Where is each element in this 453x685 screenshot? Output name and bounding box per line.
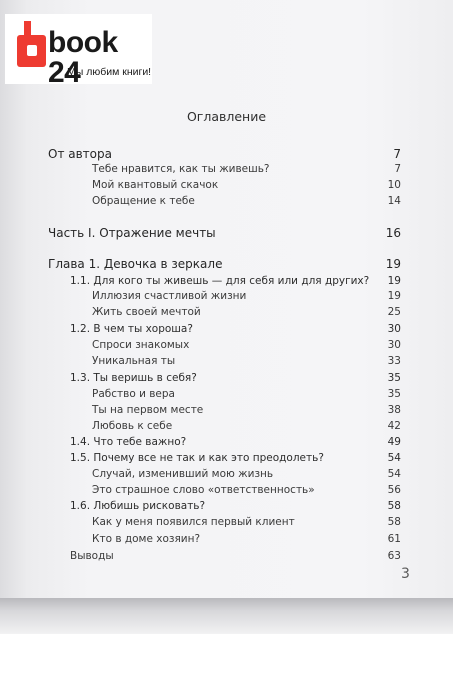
toc-entry — [0, 404, 453, 420]
toc-entry-title: Случай, изменивший мою жизнь — [92, 468, 274, 480]
toc-entry-title: 1.5. Почему все не так и как это преодолеть? — [70, 452, 324, 464]
toc-entry-title: Как у меня появился первый клиент — [92, 516, 295, 528]
toc-entry — [0, 500, 453, 516]
toc-entry-title: 1.2. В чем ты хороша? — [70, 323, 193, 335]
toc-entry-title: Это страшное слово «ответственность» — [92, 484, 315, 496]
toc-entry-title: Ты на первом месте — [92, 404, 204, 416]
toc-entry — [0, 452, 453, 468]
toc-entry-page: 19 — [387, 290, 401, 302]
toc-entry — [0, 290, 453, 306]
toc-entry-page: 63 — [387, 550, 401, 562]
toc-entry-title: Глава 1. Девочка в зеркале — [48, 257, 223, 271]
toc-entry-title: Спроси знакомых — [92, 339, 190, 351]
toc-entry — [0, 163, 453, 179]
toc-entry-title: Обращение к тебе — [92, 195, 195, 207]
toc-entry-page: 58 — [387, 500, 401, 512]
toc-entry-title: Рабство и вера — [92, 388, 175, 400]
toc-entry — [0, 550, 453, 566]
toc-entry-page: 7 — [394, 163, 401, 175]
toc-entry-page: 30 — [387, 339, 401, 351]
toc-title: Оглавление — [186, 109, 267, 124]
page-number: 3 — [401, 566, 410, 582]
toc-entry-title: Мой квантовый скачок — [92, 179, 219, 191]
logo-tagline: Мы любим книги! — [67, 66, 152, 78]
toc-entry-page: 7 — [393, 147, 401, 161]
toc-entry-title: Уникальная ты — [92, 355, 176, 367]
toc-entry-title: 1.3. Ты веришь в себя? — [70, 372, 197, 384]
toc-entry-title: Любовь к себе — [92, 420, 173, 432]
toc-entry — [0, 388, 453, 404]
toc-entry-page: 38 — [387, 404, 401, 416]
toc-entry-page: 35 — [387, 372, 401, 384]
toc-entry-page: 14 — [387, 195, 401, 207]
toc-entry — [0, 516, 453, 532]
toc-entry — [0, 355, 453, 371]
toc-entry — [0, 436, 453, 452]
toc-entry-title: От автора — [48, 147, 112, 161]
toc-entry-page: 35 — [387, 388, 401, 400]
book24-logo — [5, 14, 152, 89]
toc-entry-title: Жить своей мечтой — [92, 306, 201, 318]
toc-entry-title: 1.1. Для кого ты живешь — для себя или для других? — [70, 275, 370, 287]
toc-entry — [0, 372, 453, 388]
page-edge-shadow — [0, 598, 453, 634]
toc-entry — [0, 257, 453, 273]
toc-entry — [0, 179, 453, 195]
toc-entry-page: 33 — [387, 355, 401, 367]
toc-entry-page: 49 — [387, 436, 401, 448]
toc-entry-page: 54 — [387, 452, 401, 464]
toc-entry — [0, 275, 453, 291]
toc-entry — [0, 195, 453, 211]
toc-entry-page: 56 — [387, 484, 401, 496]
toc-entry-title: 1.4. Что тебе важно? — [70, 436, 187, 448]
toc-entry-page: 19 — [387, 275, 401, 287]
logo-text: book 24 — [48, 26, 118, 89]
toc-entry-title: Иллюзия счастливой жизни — [92, 290, 247, 302]
toc-entry-title: Часть I. Отражение мечты — [48, 226, 216, 240]
toc-entry-page: 16 — [385, 226, 401, 240]
toc-entry — [0, 323, 453, 339]
toc-entry-page: 58 — [387, 516, 401, 528]
toc-entry — [0, 147, 453, 163]
toc-entry — [0, 468, 453, 484]
toc-entry — [0, 484, 453, 500]
toc-entry — [0, 306, 453, 322]
toc-entry-page: 25 — [387, 306, 401, 318]
toc-entry-page: 10 — [387, 179, 401, 191]
toc-entry-page: 54 — [387, 468, 401, 480]
toc-entry-title: 1.6. Любишь рисковать? — [70, 500, 206, 512]
toc-entry-title: Выводы — [70, 550, 114, 562]
toc-entry — [0, 420, 453, 436]
toc-entry-page: 19 — [385, 257, 401, 271]
toc-entry-page: 61 — [387, 533, 401, 545]
toc-entry — [0, 226, 453, 242]
toc-entry — [0, 339, 453, 355]
toc-entry-page: 30 — [387, 323, 401, 335]
toc-entry-page: 42 — [387, 420, 401, 432]
logo-b-mark-icon — [17, 35, 46, 67]
toc-entry-title: Тебе нравится, как ты живешь? — [92, 163, 270, 175]
toc-entry — [0, 533, 453, 549]
toc-entry-title: Кто в доме хозяин? — [92, 533, 201, 545]
